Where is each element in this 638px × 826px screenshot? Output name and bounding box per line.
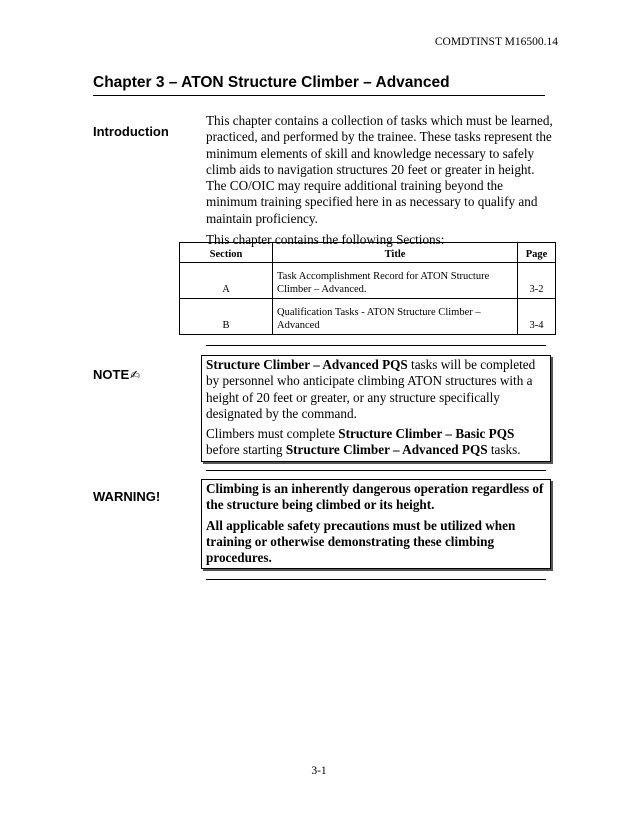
- divider-line: [206, 579, 546, 580]
- note-label-text: NOTE: [93, 367, 130, 382]
- warning-paragraph: Climbing is an inherently dangerous operation regardless of the structure being climbed or its height.: [206, 481, 544, 513]
- note-text: Climbers must complete: [206, 426, 339, 442]
- note-paragraph: [206, 426, 546, 459]
- section-title: Qualification Tasks - ATON Structure Climber – Advanced: [273, 299, 518, 335]
- introduction-text: [206, 113, 554, 253]
- sections-lead-in: This chapter contains the following Sections:: [206, 232, 445, 248]
- section-page: 3-2: [518, 263, 556, 299]
- section-title: Task Accomplishment Record for ATON Structure Climber – Advanced.: [273, 263, 518, 299]
- section-letter: B: [180, 299, 273, 335]
- writing-hand-icon: ✍: [130, 368, 141, 382]
- note-text: tasks will be completed by personnel who anticipate climbing ATON structures with a height of 20 feet or greater, or any structure specifically designated by the command.: [206, 357, 536, 421]
- note-label: [93, 367, 140, 382]
- section-letter: A: [180, 263, 273, 299]
- introduction-paragraph: This chapter contains a collection of tasks which must be learned, practiced, and performed by the trainee. These tasks represent the minimum elements of skill and knowledge necessary to safely climb aids to navigation structures 20 feet or greater in height. The CO/OIC may require additional training beyond the minimum training specified here in as necessary to qualify and maintain proficiency.: [206, 113, 553, 226]
- note-emphasis: Structure Climber – Advanced PQS: [206, 357, 408, 372]
- note-emphasis: Structure Climber – Basic PQS: [338, 426, 515, 442]
- sections-table: [179, 242, 556, 335]
- note-text: before starting: [206, 442, 286, 458]
- column-header-title: Title: [273, 243, 518, 263]
- note-emphasis: Structure Climber – Advanced PQS: [285, 442, 488, 458]
- divider-line: [206, 470, 546, 471]
- introduction-label: Introduction: [93, 124, 169, 139]
- table-row: [180, 299, 556, 335]
- column-header-section: Section: [180, 243, 273, 263]
- table-row: [180, 263, 556, 299]
- column-header-page: Page: [518, 243, 556, 263]
- section-page: 3-4: [518, 299, 556, 335]
- page-number: 3-1: [311, 765, 327, 777]
- note-paragraph: [206, 357, 546, 422]
- warning-box: [201, 479, 551, 569]
- note-box: [201, 355, 551, 462]
- table-header-row: [180, 243, 556, 263]
- warning-label: WARNING!: [93, 489, 161, 504]
- divider-line: [206, 345, 546, 346]
- chapter-title: Chapter 3 – ATON Structure Climber – Advanced: [93, 74, 545, 96]
- warning-paragraph: All applicable safety precautions must be utilized when training or otherwise demonstrating these climbing procedures.: [206, 517, 516, 566]
- document-id: COMDTINST M16500.14: [434, 36, 558, 48]
- note-text: tasks.: [487, 442, 521, 458]
